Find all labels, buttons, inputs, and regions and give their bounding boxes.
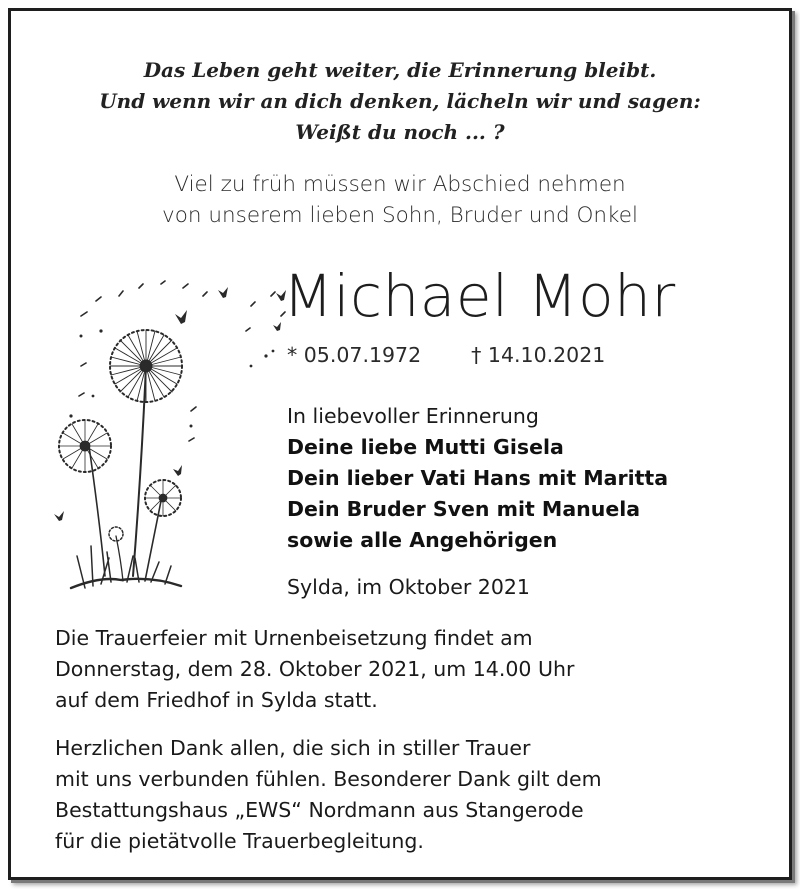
ceremony-line: Die Trauerfeier mit Urnenbeisetzung findet am bbox=[55, 626, 533, 650]
intro-line: von unserem lieben Sohn, Bruder und Onkel bbox=[162, 203, 638, 228]
family-member: sowie alle Angehörigen bbox=[287, 528, 558, 552]
dandelion-butterflies-icon bbox=[41, 276, 291, 606]
ceremony-line: auf dem Friedhof in Sylda statt. bbox=[55, 688, 378, 712]
ceremony-line: Donnerstag, dem 28. Oktober 2021, um 14.00 Uhr bbox=[55, 657, 575, 681]
death-date: † 14.10.2021 bbox=[471, 343, 606, 367]
place-date: Sylda, im Oktober 2021 bbox=[287, 575, 530, 599]
birth-date: * 05.07.1972 bbox=[287, 343, 422, 367]
ceremony-info bbox=[55, 623, 574, 716]
thanks-text bbox=[55, 733, 602, 857]
life-dates bbox=[287, 341, 605, 369]
remembrance-block bbox=[287, 401, 668, 556]
family-member: Deine liebe Mutti Gisela bbox=[287, 435, 564, 459]
family-member: Dein Bruder Sven mit Manuela bbox=[287, 497, 641, 521]
intro-line: Viel zu früh müssen wir Abschied nehmen bbox=[174, 172, 626, 197]
deceased-name: Michael Mohr bbox=[283, 262, 676, 330]
thanks-line: mit uns verbunden fühlen. Besonderer Dank gilt dem bbox=[55, 767, 602, 791]
thanks-line: für die pietätvolle Trauerbegleitung. bbox=[55, 829, 424, 853]
thanks-line: Herzlichen Dank allen, die sich in stiller Trauer bbox=[55, 736, 531, 760]
thanks-line: Bestattungshaus „EWS“ Nordmann aus Stangerode bbox=[55, 798, 584, 822]
family-member: Dein lieber Vati Hans mit Maritta bbox=[287, 466, 669, 490]
obituary-frame bbox=[8, 8, 792, 880]
remembrance-heading: In liebevoller Erinnerung bbox=[287, 404, 539, 428]
motto-line: Das Leben geht weiter, die Erinnerung bleibt. bbox=[143, 58, 657, 82]
motto-line: Weißt du noch ... ? bbox=[295, 120, 505, 144]
motto bbox=[11, 55, 789, 148]
motto-line: Und wenn wir an dich denken, lächeln wir und sagen: bbox=[99, 89, 701, 113]
intro-text bbox=[11, 169, 789, 231]
